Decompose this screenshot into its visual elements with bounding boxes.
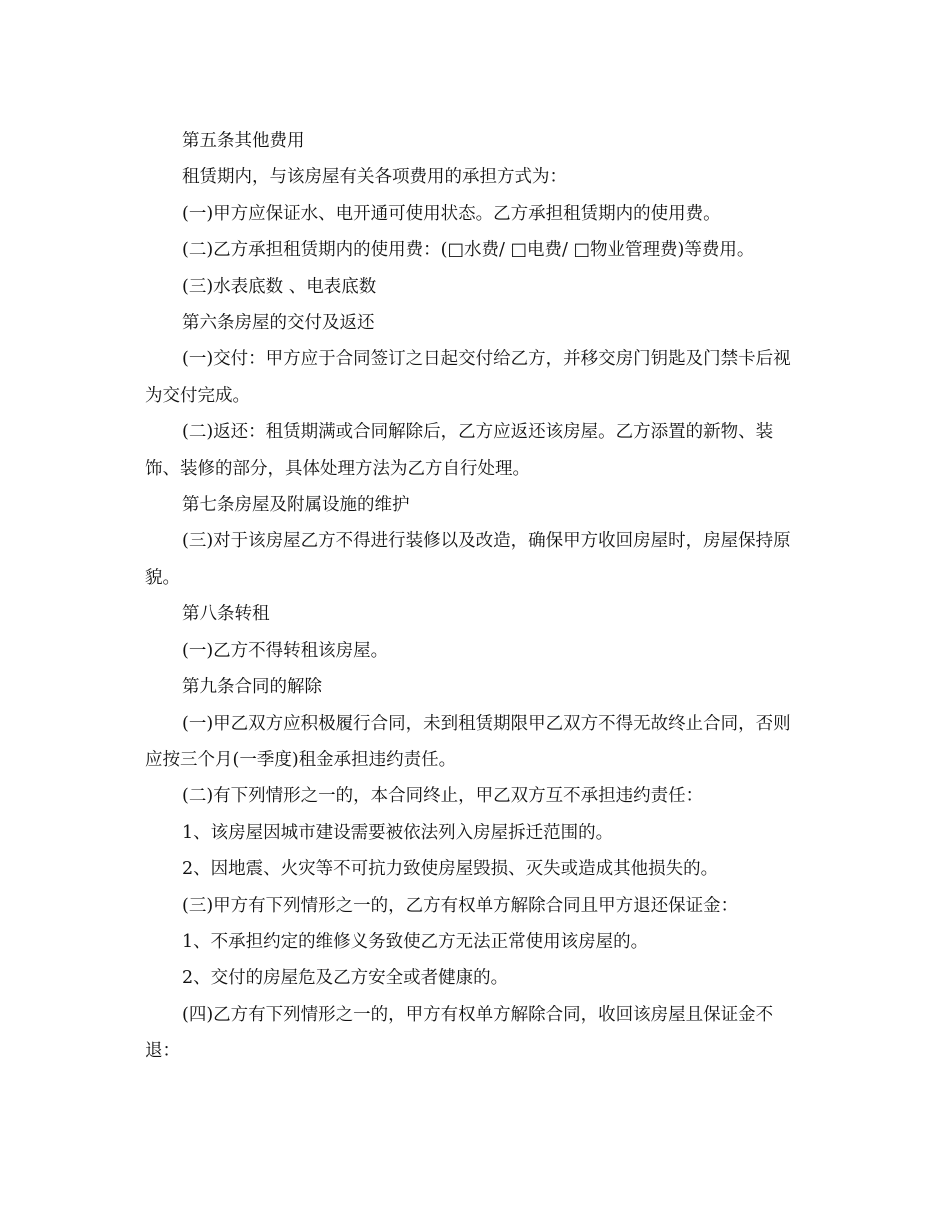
document-body — [145, 123, 805, 1070]
list-item: 1、不承担约定的维修义务致使乙方无法正常使用该房屋的。 — [182, 931, 649, 952]
paragraph: (一)甲方应保证水、电开通可使用状态。乙方承担租赁期内的使用费。 — [182, 203, 721, 224]
paragraph: 租赁期内，与该房屋有关各项费用的承担方式为： — [182, 167, 567, 188]
section-heading-6: 第六条房屋的交付及返还 — [182, 313, 375, 334]
paragraph: (二)乙方承担租赁期内的使用费：(□水费/ □电费/ □物业管理费)等费用。 — [182, 240, 755, 261]
paragraph: (四)乙方有下列情形之一的，甲方有权单方解除合同，收回该房屋且保证金不退： — [145, 1004, 774, 1062]
section-heading-9: 第九条合同的解除 — [182, 677, 322, 698]
paragraph: (一)甲乙双方应积极履行合同，未到租赁期限甲乙双方不得无故终止合同，否则应按三个月(一季度)租金承担违约责任。 — [145, 713, 791, 770]
section-heading-5: 第五条其他费用 — [182, 131, 305, 151]
section-heading-8: 第八条转租 — [182, 604, 270, 625]
paragraph: (二)返还：租赁期满或合同解除后，乙方应返还该房屋。乙方添置的新物、装饰、装修的部分，具体处理方法为乙方自行处理。 — [145, 422, 774, 479]
paragraph: (一)交付：甲方应于合同签订之日起交付给乙方，并移交房门钥匙及门禁卡后视为交付完成。 — [145, 349, 791, 406]
paragraph: (三)甲方有下列情形之一的，乙方有权单方解除合同且甲方退还保证金： — [182, 895, 739, 916]
list-item: 2、因地震、火灾等不可抗力致使房屋毁损、灭失或造成其他损失的。 — [182, 859, 719, 880]
paragraph: (二)有下列情形之一的，本合同终止，甲乙双方互不承担违约责任： — [182, 786, 704, 807]
list-item: 2、交付的房屋危及乙方安全或者健康的。 — [182, 968, 509, 989]
section-heading-7: 第七条房屋及附属设施的维护 — [182, 495, 410, 516]
paragraph: (一)乙方不得转租该房屋。 — [182, 640, 389, 661]
paragraph: (三)对于该房屋乙方不得进行装修以及改造，确保甲方收回房屋时，房屋保持原貌。 — [145, 531, 791, 588]
list-item: 1、该房屋因城市建设需要被依法列入房屋拆迁范围的。 — [182, 822, 614, 843]
paragraph: (三)水表底数 、电表底数 — [182, 276, 377, 297]
